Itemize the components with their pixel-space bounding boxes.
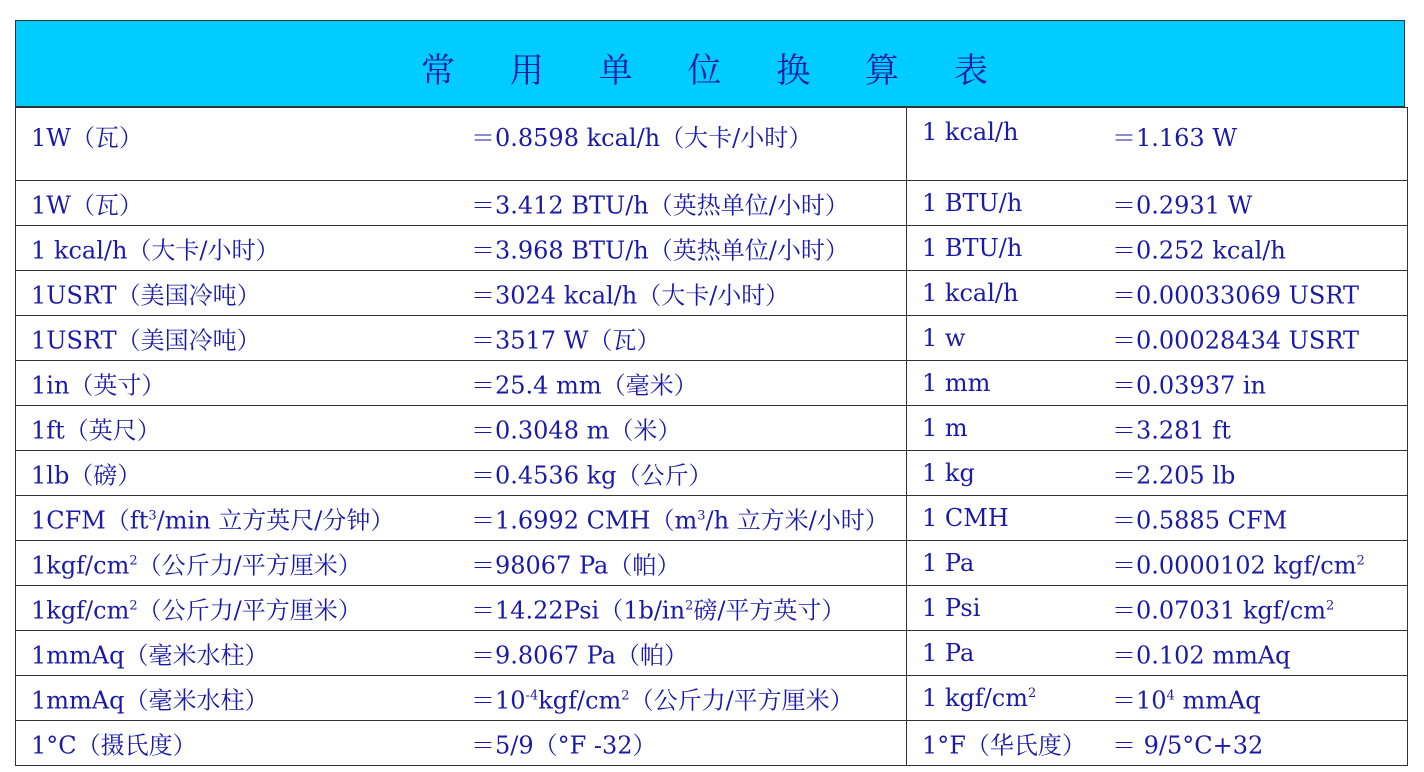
left-value: ＝0.4536 kg（公斤） — [471, 461, 713, 490]
right-unit: 1 Pa — [922, 549, 975, 577]
left-unit: 1 kcal/h（大卡/小时） — [31, 236, 280, 265]
right-unit: 1 CMH — [922, 504, 1009, 532]
left-value: ＝5/9（°F -32） — [471, 731, 657, 760]
right-cell — [907, 361, 1408, 406]
text: /h 立方米/小时） — [705, 506, 889, 535]
left-unit: 1in（英寸） — [31, 371, 166, 400]
right-unit: 1 kcal/h — [922, 118, 1019, 146]
right-cell — [907, 406, 1408, 451]
conversion-table — [15, 107, 1408, 766]
text: 1kgf/cm — [31, 596, 130, 625]
table-row — [16, 541, 1408, 586]
superscript: 4 — [1166, 688, 1175, 704]
right-value: ＝ 9/5°C+32 — [1112, 731, 1264, 760]
right-cell — [907, 271, 1408, 316]
text: （公斤力/平方厘米） — [629, 686, 854, 715]
right-cell — [907, 541, 1408, 586]
table-row — [16, 108, 1408, 181]
left-unit: 1lb（磅） — [31, 461, 142, 490]
left-unit: 1mmAq（毫米水柱） — [31, 686, 269, 715]
right-unit: 1 BTU/h — [922, 234, 1023, 262]
text: 1CFM（ft — [31, 506, 149, 535]
right-cell — [907, 586, 1408, 631]
left-unit: 1ft（英尺） — [31, 416, 161, 445]
text: mmAq — [1174, 686, 1261, 715]
left-value: ＝0.3048 m（米） — [471, 416, 682, 445]
right-value: ＝0.03937 in — [1112, 371, 1267, 400]
superscript: 2 — [129, 598, 138, 614]
left-cell — [16, 226, 907, 271]
left-cell — [16, 271, 907, 316]
left-value: ＝3.412 BTU/h（英热单位/小时） — [471, 191, 849, 220]
right-unit: 1 m — [922, 414, 968, 442]
left-value: ＝3517 W（瓦） — [471, 326, 661, 355]
left-cell — [16, 181, 907, 226]
superscript: 2 — [1356, 553, 1365, 569]
right-cell — [907, 316, 1408, 361]
right-cell — [907, 181, 1408, 226]
superscript: -4 — [525, 688, 539, 704]
table-row — [16, 226, 1408, 271]
text: ＝1.6992 CMH（m — [471, 506, 698, 535]
left-value — [471, 681, 854, 716]
right-unit: 1 Pa — [922, 639, 975, 667]
right-value: ＝0.2931 W — [1112, 191, 1253, 220]
right-cell — [907, 721, 1408, 766]
right-cell — [907, 226, 1408, 271]
left-cell — [16, 676, 907, 721]
right-cell — [907, 496, 1408, 541]
table-row — [16, 316, 1408, 361]
text: 1 kgf/cm — [922, 684, 1028, 712]
left-unit — [31, 501, 394, 536]
left-unit: 1USRT（美国冷吨） — [31, 281, 261, 310]
right-unit: 1 kg — [922, 459, 975, 487]
text: ＝0.07031 kgf/cm — [1112, 596, 1326, 625]
right-value — [1112, 591, 1334, 626]
left-unit: 1mmAq（毫米水柱） — [31, 641, 269, 670]
left-cell — [16, 451, 907, 496]
conversion-sheet — [15, 20, 1405, 766]
page-title: 常 用 单 位 换 算 表 — [421, 51, 1010, 91]
left-value — [471, 591, 845, 626]
superscript: 2 — [129, 553, 138, 569]
superscript: 3 — [148, 508, 157, 524]
left-unit: 1W（瓦） — [31, 124, 143, 152]
left-cell — [16, 631, 907, 676]
text: ＝10 — [471, 686, 526, 715]
superscript: 2 — [685, 598, 694, 614]
right-unit: 1 Psi — [922, 594, 981, 622]
text: ＝14.22Psi（1b/in — [471, 596, 686, 625]
table-row — [16, 496, 1408, 541]
left-value: ＝3.968 BTU/h（英热单位/小时） — [471, 236, 849, 265]
superscript: 2 — [1027, 686, 1037, 701]
left-unit: 1°C（摄氏度） — [31, 731, 197, 760]
left-value: ＝3024 kcal/h（大卡/小时） — [471, 281, 790, 310]
left-cell — [16, 541, 907, 586]
right-cell — [907, 631, 1408, 676]
superscript: 3 — [697, 508, 706, 524]
left-cell — [16, 406, 907, 451]
right-value: ＝0.5885 CFM — [1112, 506, 1288, 535]
text: /min 立方英尺/分钟） — [156, 506, 395, 535]
right-unit: 1 w — [922, 324, 966, 352]
left-cell — [16, 586, 907, 631]
text: ＝10 — [1112, 686, 1167, 715]
table-row — [16, 631, 1408, 676]
right-unit: 1°F（华氏度） — [922, 731, 1086, 760]
table-row — [16, 586, 1408, 631]
left-value: ＝98067 Pa（帕） — [471, 551, 681, 580]
right-value: ＝2.205 lb — [1112, 461, 1236, 490]
right-unit — [922, 684, 1036, 712]
left-value: ＝25.4 mm（毫米） — [471, 371, 698, 400]
text: 1kgf/cm — [31, 551, 130, 580]
right-value — [1112, 681, 1261, 716]
right-value: ＝3.281 ft — [1112, 416, 1231, 445]
superscript: 2 — [1325, 598, 1335, 614]
left-value — [471, 501, 889, 536]
table-row — [16, 361, 1408, 406]
right-unit: 1 BTU/h — [922, 189, 1023, 217]
superscript: 2 — [621, 688, 630, 704]
left-unit: 1W（瓦） — [31, 191, 143, 220]
right-cell — [907, 451, 1408, 496]
right-value: ＝0.00033069 USRT — [1112, 281, 1360, 310]
left-cell — [16, 316, 907, 361]
text: （公斤力/平方厘米） — [137, 551, 362, 580]
table-row — [16, 451, 1408, 496]
title-bar — [15, 20, 1405, 107]
right-value: ＝0.252 kcal/h — [1112, 236, 1286, 265]
right-cell — [907, 108, 1408, 181]
left-unit — [31, 591, 362, 626]
left-cell — [16, 496, 907, 541]
left-value: ＝0.8598 kcal/h（大卡/小时） — [471, 124, 813, 152]
right-cell — [907, 676, 1408, 721]
right-value: ＝1.163 W — [1112, 124, 1238, 152]
table-row — [16, 271, 1408, 316]
right-value — [1112, 546, 1365, 581]
table-row — [16, 676, 1408, 721]
left-unit: 1USRT（美国冷吨） — [31, 326, 261, 355]
left-value: ＝9.8067 Pa（帕） — [471, 641, 688, 670]
left-cell — [16, 361, 907, 406]
left-cell — [16, 721, 907, 766]
table-row — [16, 181, 1408, 226]
left-cell — [16, 108, 907, 181]
right-unit: 1 mm — [922, 369, 991, 397]
text: 磅/平方英寸） — [693, 596, 846, 625]
text: （公斤力/平方厘米） — [137, 596, 362, 625]
text: kgf/cm — [538, 686, 622, 715]
table-row — [16, 721, 1408, 766]
left-unit — [31, 546, 362, 581]
text: ＝0.0000102 kgf/cm — [1112, 551, 1357, 580]
right-value: ＝0.00028434 USRT — [1112, 326, 1360, 355]
right-value: ＝0.102 mmAq — [1112, 641, 1291, 670]
right-unit: 1 kcal/h — [922, 279, 1019, 307]
table-row — [16, 406, 1408, 451]
